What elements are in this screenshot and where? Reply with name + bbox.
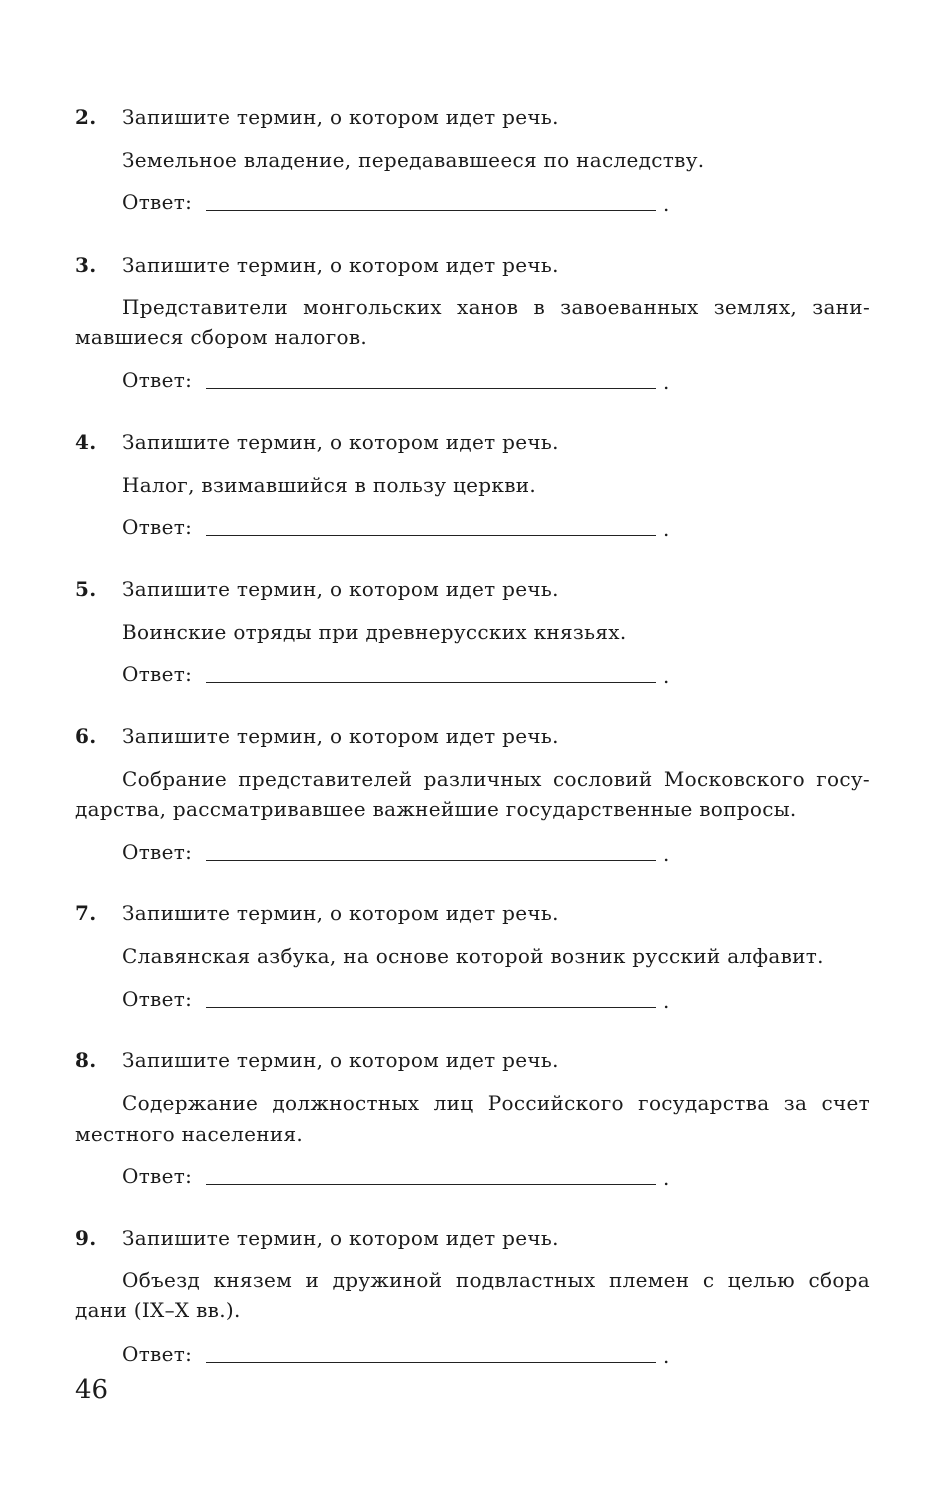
task-description: Земельное владение, передававшееся по наследству. — [122, 148, 705, 172]
task-description-continued: дани (IX–X вв.). — [75, 1298, 241, 1322]
answer-field[interactable] — [206, 1184, 656, 1185]
answer-field[interactable] — [206, 682, 656, 683]
task-description-continued: дарства, рассматривавшее важнейшие государственные вопросы. — [75, 797, 797, 821]
answer-period: . — [663, 989, 670, 1013]
task-description: Представители монгольских ханов в завоеванных землях, зани- — [122, 295, 870, 319]
answer-period: . — [663, 1344, 670, 1368]
answer-label: Ответ: — [122, 1342, 193, 1366]
answer-label: Ответ: — [122, 662, 193, 686]
page-number: 46 — [75, 1375, 109, 1405]
task-instruction: Запишите термин, о котором идет речь. — [122, 901, 559, 925]
answer-field[interactable] — [206, 1007, 656, 1008]
answer-period: . — [663, 1166, 670, 1190]
task-description: Объезд князем и дружиной подвластных племен с целью сбора — [122, 1268, 870, 1292]
answer-field[interactable] — [206, 210, 656, 211]
answer-period: . — [663, 664, 670, 688]
task-number: 2. — [75, 105, 97, 129]
task-number: 5. — [75, 577, 97, 601]
answer-field[interactable] — [206, 1362, 656, 1363]
task-description: Налог, взимавшийся в пользу церкви. — [122, 473, 537, 497]
task-number: 7. — [75, 901, 97, 925]
answer-field[interactable] — [206, 860, 656, 861]
task-instruction: Запишите термин, о котором идет речь. — [122, 430, 559, 454]
task-number: 6. — [75, 724, 97, 748]
answer-label: Ответ: — [122, 190, 193, 214]
task-description: Славянская азбука, на основе которой возник русский алфавит. — [122, 944, 824, 968]
task-number: 3. — [75, 253, 97, 277]
task-description-continued: местного населения. — [75, 1122, 304, 1146]
task-description: Воинские отряды при древнерусских князьях. — [122, 620, 627, 644]
answer-period: . — [663, 370, 670, 394]
answer-label: Ответ: — [122, 1164, 193, 1188]
answer-label: Ответ: — [122, 368, 193, 392]
task-instruction: Запишите термин, о котором идет речь. — [122, 1226, 559, 1250]
answer-field[interactable] — [206, 535, 656, 536]
answer-period: . — [663, 517, 670, 541]
answer-period: . — [663, 842, 670, 866]
task-number: 9. — [75, 1226, 97, 1250]
task-instruction: Запишите термин, о котором идет речь. — [122, 1048, 559, 1072]
task-instruction: Запишите термин, о котором идет речь. — [122, 105, 559, 129]
task-description: Собрание представителей различных сословий Московского госу- — [122, 767, 870, 791]
task-instruction: Запишите термин, о котором идет речь. — [122, 724, 559, 748]
task-description: Содержание должностных лиц Российского государства за счет — [122, 1091, 870, 1115]
answer-field[interactable] — [206, 388, 656, 389]
task-instruction: Запишите термин, о котором идет речь. — [122, 253, 559, 277]
answer-label: Ответ: — [122, 987, 193, 1011]
answer-label: Ответ: — [122, 515, 193, 539]
task-number: 8. — [75, 1048, 97, 1072]
answer-period: . — [663, 192, 670, 216]
task-description-continued: мавшиеся сбором налогов. — [75, 325, 368, 349]
answer-label: Ответ: — [122, 840, 193, 864]
task-instruction: Запишите термин, о котором идет речь. — [122, 577, 559, 601]
task-number: 4. — [75, 430, 97, 454]
